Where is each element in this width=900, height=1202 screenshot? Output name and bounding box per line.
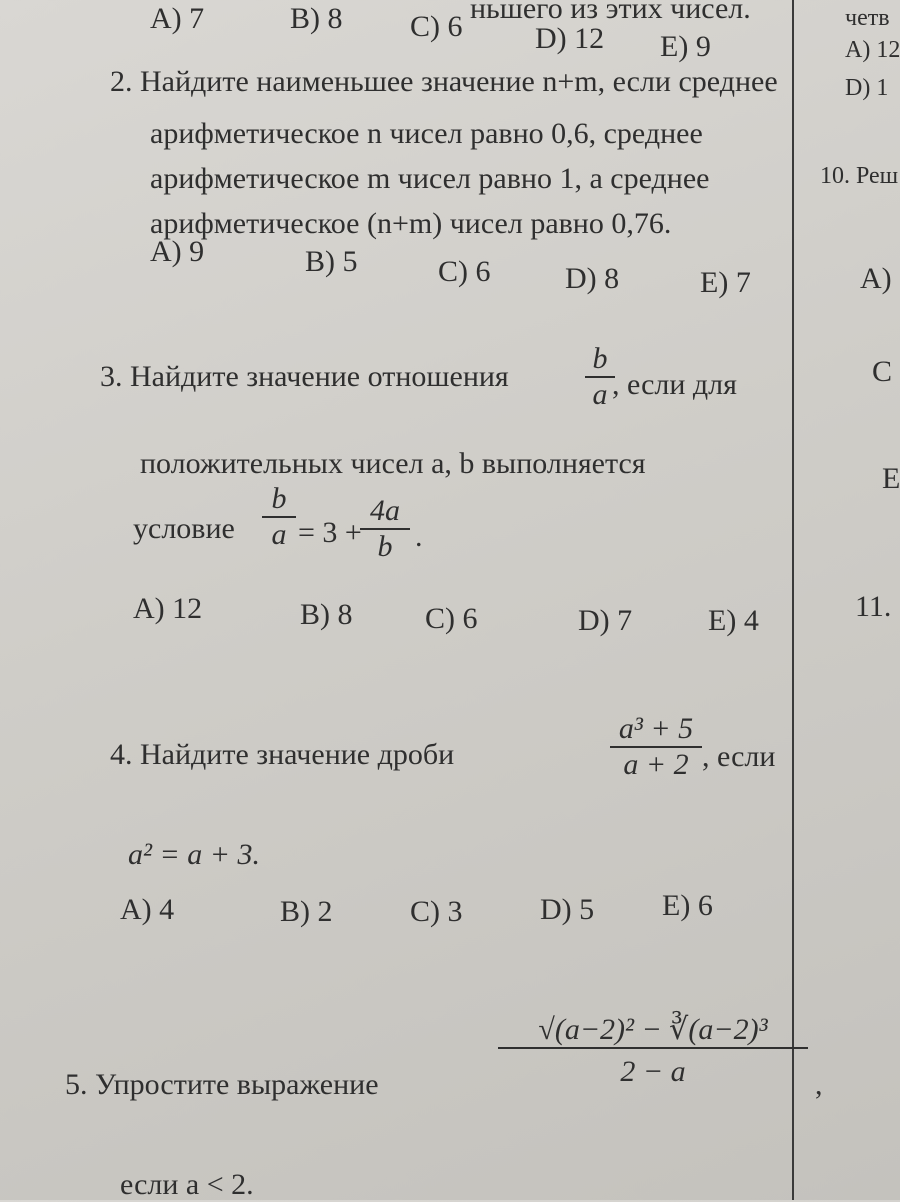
right-column-answer-d1: D) 1 bbox=[845, 75, 889, 101]
q3-equation-middle: = 3 + bbox=[298, 516, 362, 549]
q2-line-1: 2. Найдите наименьшее значение n+m, если среднее bbox=[110, 65, 778, 98]
q4-fraction-denominator: a + 2 bbox=[623, 748, 689, 781]
q5-line-1: 5. Упростите выражение bbox=[65, 1068, 379, 1101]
q3-line-1-end: , если для bbox=[612, 368, 737, 401]
q3-equation-end: . bbox=[415, 520, 423, 553]
q1-answer-a: A) 7 bbox=[150, 2, 205, 35]
q1-answer-c: C) 6 bbox=[410, 10, 463, 43]
q3-line-2: положительных чисел a, b выполняется bbox=[140, 447, 646, 480]
q4-line-1-end: , если bbox=[702, 740, 776, 773]
right-column-question-10: 10. Реш bbox=[820, 163, 899, 189]
q5-expression-numerator: √(a−2)² − ∛(a−2)³ bbox=[538, 1013, 768, 1046]
q3-cond-right-numerator: 4a bbox=[370, 494, 400, 527]
q4-fraction-numerator: a³ + 5 bbox=[618, 712, 694, 745]
q3-answer-e: E) 4 bbox=[708, 604, 759, 637]
q5-expression-denominator: 2 − a bbox=[620, 1055, 686, 1088]
q3-answer-b: B) 8 bbox=[300, 598, 353, 631]
q3-answer-a: A) 12 bbox=[133, 592, 203, 625]
q2-answer-d: D) 8 bbox=[565, 262, 620, 295]
q2-answer-b: B) 5 bbox=[305, 245, 358, 278]
right-column-question-11: 11. bbox=[855, 590, 892, 623]
q3-cond-fraction-right bbox=[360, 494, 410, 564]
q4-answer-e: E) 6 bbox=[662, 889, 713, 922]
q2-answer-a: A) 9 bbox=[150, 235, 205, 268]
q3-ratio-denominator: a bbox=[592, 378, 608, 411]
q4-fraction bbox=[610, 712, 702, 782]
right-column-answer-e: E bbox=[882, 462, 900, 495]
q2-line-2: арифметическое n чисел равно 0,6, среднее bbox=[150, 117, 703, 150]
q3-ratio-fraction bbox=[585, 342, 615, 412]
q5-comma: , bbox=[815, 1068, 823, 1101]
right-column-top-text: четв bbox=[845, 5, 890, 31]
q3-ratio-numerator: b bbox=[592, 342, 608, 375]
q2-answer-c: C) 6 bbox=[438, 255, 491, 288]
q4-answer-c: C) 3 bbox=[410, 895, 463, 928]
q4-line-1: 4. Найдите значение дроби bbox=[110, 738, 455, 771]
q3-condition-word: условие bbox=[133, 512, 235, 545]
q4-answer-a: A) 4 bbox=[120, 893, 175, 926]
q1-answer-e: E) 9 bbox=[660, 30, 711, 63]
right-column-answer-a12: A) 12 bbox=[845, 37, 900, 63]
q5-condition: если a < 2. bbox=[120, 1168, 254, 1201]
q4-answer-d: D) 5 bbox=[540, 893, 595, 926]
q3-cond-denominator: a bbox=[271, 518, 287, 551]
q3-cond-fraction-left bbox=[262, 482, 296, 552]
right-column-answer-c: C bbox=[872, 355, 893, 388]
q2-line-3: арифметическое m чисел равно 1, а среднее bbox=[150, 162, 710, 195]
q4-answer-b: B) 2 bbox=[280, 895, 333, 928]
q1-tail-text: ньшего из этих чисел. bbox=[470, 0, 751, 25]
q4-condition: a² = a + 3. bbox=[128, 838, 260, 871]
q1-answer-d: D) 12 bbox=[535, 22, 605, 55]
q3-line-1: 3. Найдите значение отношения bbox=[100, 360, 509, 393]
q2-answer-e: E) 7 bbox=[700, 266, 751, 299]
q1-answer-b: B) 8 bbox=[290, 2, 343, 35]
q5-expression-fraction bbox=[498, 1012, 808, 1089]
q3-cond-numerator: b bbox=[271, 482, 287, 515]
right-column-answer-a: A) bbox=[860, 262, 892, 295]
q2-line-4: арифметическое (n+m) чисел равно 0,76. bbox=[150, 207, 672, 240]
q3-answer-c: C) 6 bbox=[425, 602, 478, 635]
q3-answer-d: D) 7 bbox=[578, 604, 633, 637]
q3-cond-right-denominator: b bbox=[377, 530, 393, 563]
